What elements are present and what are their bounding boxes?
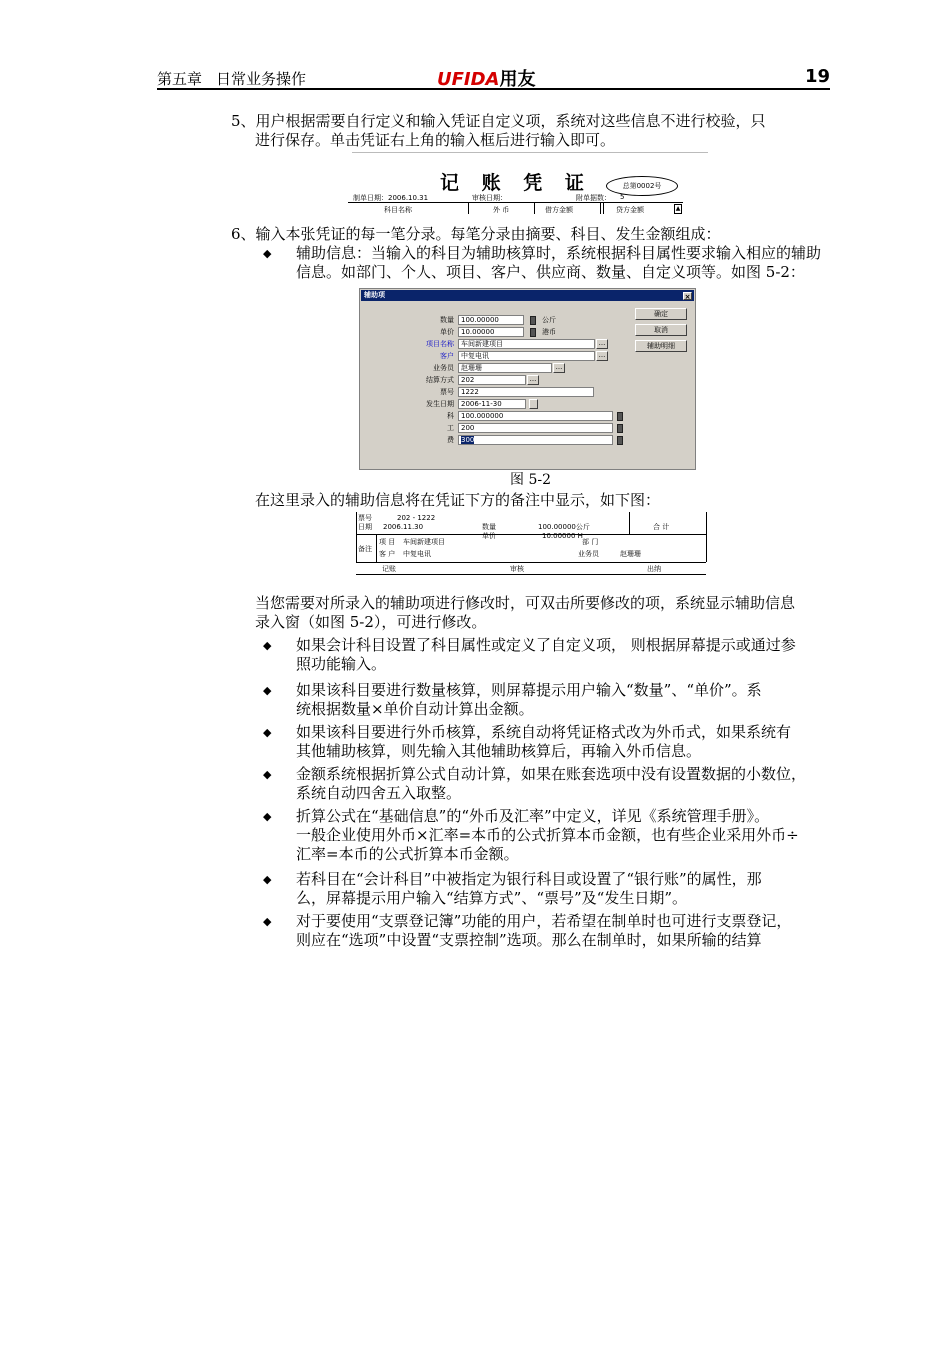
calculator-icon[interactable] — [617, 424, 623, 433]
bullet-icon: ◆ — [263, 639, 272, 652]
bullet-line: 对于要使用“支票登记簿”功能的用户，若希望在制单时也可进行支票登记， — [296, 912, 792, 930]
bullet-line: 则应在“选项”中设置“支票控制”选项。那么在制单时，如果所输的结算 — [296, 931, 762, 949]
fei-selected-text: 300 — [461, 436, 475, 444]
page-header — [157, 62, 830, 90]
qty-label: 数量 — [482, 523, 496, 531]
staff-label: 业务员 — [433, 364, 454, 372]
bullet-line: 系统自动四舍五入取整。 — [296, 784, 462, 802]
qty-unit: 公斤 — [542, 316, 556, 324]
voucher-number-input[interactable]: 总第0002号 — [606, 176, 678, 196]
project-value: 车间新建项目 — [403, 538, 445, 546]
price-input[interactable]: 10.00000 — [458, 327, 524, 337]
bullet-line: 照功能输入。 — [296, 655, 387, 673]
project-label: 项 目 — [379, 538, 396, 546]
col-credit: 贷方金额 — [616, 206, 644, 214]
bullet-icon: ◆ — [263, 726, 272, 739]
col-debit: 借方金额 — [545, 206, 573, 214]
customer-input[interactable]: 中复电讯 — [458, 351, 595, 361]
header-chapter — [157, 68, 320, 89]
ticket-input[interactable]: 1222 — [458, 387, 594, 397]
settle-input[interactable]: 202 — [458, 375, 526, 385]
col-sep — [468, 203, 469, 214]
voucher-attach-value: 5 — [620, 193, 625, 201]
rule — [356, 562, 706, 563]
close-icon[interactable]: × — [684, 293, 691, 301]
ticket-value: 202 - 1222 — [397, 514, 436, 522]
qty-input[interactable]: 100.00000 — [458, 315, 524, 325]
col-currency: 外 币 — [493, 206, 510, 214]
price-value: 10.00000 H — [542, 532, 583, 540]
customer-value: 中复电讯 — [403, 550, 431, 558]
modify-line2: 录入窗（如图 5-2），可进行修改。 — [255, 613, 487, 631]
ok-button[interactable]: 确定 — [635, 308, 687, 320]
bullet-icon: ◆ — [263, 684, 272, 697]
bullet-line: 么，屏幕提示用户输入“结算方式”、“票号”及“发生日期”。 — [296, 889, 688, 907]
rule — [376, 534, 377, 562]
voucher-title: 记 账 凭 证 — [440, 172, 592, 194]
bullet-icon: ◆ — [263, 873, 272, 886]
dialog-title: 辅助项 — [364, 291, 385, 299]
price-label: 单价 — [482, 532, 496, 540]
para6-bullet-line1: 辅助信息：当输入的科目为辅助核算时，系统根据科目属性要求输入相应的辅助 — [296, 244, 822, 262]
staff-browse-button[interactable]: ... — [553, 363, 565, 373]
fei-label: 费 — [447, 436, 454, 444]
logo-cn: 用友 — [499, 69, 536, 90]
customer-label: 客户 — [440, 352, 454, 360]
para6-bullet-line2: 信息。如部门、个人、项目、客户、供应商、数量、自定义项等。如图 5-2： — [296, 263, 805, 281]
scroll-up-icon[interactable]: ▲ — [675, 205, 681, 212]
auxiliary-dialog — [359, 288, 696, 470]
voucher-date: 制单日期：2006.10.31 — [353, 194, 429, 202]
customer-browse-button[interactable]: ... — [596, 351, 608, 361]
customer-label: 客 户 — [379, 550, 396, 558]
bullet-line: 一般企业使用外币×汇率=本币的公式折算本币金额，也有些企业采用外币÷ — [296, 826, 799, 844]
calendar-icon[interactable] — [529, 399, 538, 409]
qty-value: 100.00000公斤 — [538, 523, 590, 531]
para5-line2: 进行保存。单击凭证右上角的输入框后进行输入即可。 — [255, 131, 616, 149]
modify-line1: 当您需要对所录入的辅助项进行修改时，可双击所要修改的项，系统显示辅助信息 — [255, 594, 796, 612]
date-value: 2006.11.30 — [383, 523, 424, 531]
bullet-line: 折算公式在“基础信息”的“外币及汇率”中定义，详见《系统管理手册》。 — [296, 807, 770, 825]
col-subject: 科目名称 — [384, 206, 412, 214]
price-unit: 港币 — [542, 328, 556, 336]
qty-label: 数量 — [440, 316, 454, 324]
voucher-rule — [348, 202, 683, 203]
voucher-review-date: 审核日期： — [472, 194, 507, 202]
ticket-label: 票号 — [358, 514, 372, 522]
bullet-icon: ◆ — [263, 810, 272, 823]
ke-label: 科 — [447, 412, 454, 420]
bullet-line: 若科目在“会计科目”中被指定为银行科目或设置了“银行账”的属性，那 — [296, 870, 762, 888]
note-paragraph: 在这里录入的辅助信息将在凭证下方的备注中显示，如下图： — [255, 491, 661, 509]
gong-label: 工 — [447, 424, 454, 432]
project-browse-button[interactable]: ... — [596, 339, 608, 349]
col-sep — [600, 203, 601, 214]
bullet-line: 统根据数量×单价自动计算出金额。 — [296, 700, 534, 718]
rule — [356, 534, 706, 535]
calculator-icon[interactable] — [530, 316, 536, 325]
project-input[interactable]: 车间新建项目 — [458, 339, 595, 349]
dept-label: 部 门 — [582, 538, 599, 546]
staff-label: 业务员 — [578, 550, 599, 558]
voucher-header-figure — [348, 168, 683, 218]
voucher-footer-figure — [355, 512, 707, 580]
chapter-title: 日常业务操作 — [216, 70, 307, 88]
chapter-number: 第五章 — [157, 70, 203, 88]
staff-value: 赵珊珊 — [620, 550, 641, 558]
total-label: 合 计 — [653, 523, 670, 531]
review-label: 审核 — [510, 565, 524, 573]
dialog-title-bar — [361, 290, 694, 301]
para6-line1: 6、输入本张凭证的每一笔分录。每笔分录由摘要、科目、发生金额组成： — [231, 225, 721, 243]
bullet-icon: ◆ — [263, 247, 272, 260]
bullet-line: 其他辅助核算，则先输入其他辅助核算后，再输入外币信息。 — [296, 742, 702, 760]
staff-input[interactable]: 赵珊珊 — [458, 363, 552, 373]
fei-input[interactable] — [458, 435, 613, 445]
logo-brand: UFIDA — [437, 69, 500, 90]
divider — [352, 152, 708, 153]
settle-label: 结算方式 — [426, 376, 454, 384]
cancel-button[interactable]: 取消 — [635, 324, 687, 336]
date-input[interactable]: 2006-11-30 — [458, 399, 526, 409]
calculator-icon[interactable] — [530, 328, 536, 337]
figure-caption: 图 5-2 — [510, 472, 551, 488]
rule — [356, 574, 706, 575]
settle-browse-button[interactable]: ... — [527, 375, 539, 385]
date-label: 日期 — [358, 523, 372, 531]
aux-detail-button[interactable]: 辅助明细 — [635, 340, 687, 352]
bullet-icon: ◆ — [263, 768, 272, 781]
bullet-icon: ◆ — [263, 915, 272, 928]
rule — [629, 512, 630, 534]
ticket-label: 票号 — [440, 388, 454, 396]
calculator-icon[interactable] — [617, 436, 623, 445]
page-number: 19 — [804, 66, 830, 87]
bookkeep-label: 记账 — [382, 565, 396, 573]
voucher-attach-label: 附单据数： — [576, 194, 611, 202]
cashier-label: 出纳 — [647, 565, 661, 573]
date-label: 发生日期 — [426, 400, 454, 408]
col-sep — [534, 203, 535, 214]
bullet-line: 金额系统根据折算公式自动计算，如果在账套选项中没有设置数据的小数位， — [296, 765, 807, 783]
bullet-line: 汇率=本币的公式折算本币金额。 — [296, 845, 519, 863]
calculator-icon[interactable] — [617, 412, 623, 421]
col-sep — [603, 203, 604, 214]
rule — [356, 512, 357, 562]
para5-line1: 5、用户根据需要自行定义和输入凭证自定义项，系统对这些信息不进行校验，只 — [231, 112, 766, 130]
rule — [706, 512, 707, 562]
project-label: 项目名称 — [426, 340, 454, 348]
gong-input[interactable]: 200 — [458, 423, 613, 433]
ufida-logo — [437, 65, 535, 91]
bullet-line: 如果该科目要进行数量核算，则屏幕提示用户输入“数量”、“单价”。系 — [296, 681, 762, 699]
bullet-line: 如果会计科目设置了科目属性或定义了自定义项， 则根据屏幕提示或通过参 — [296, 636, 796, 654]
bullet-line: 如果该科目要进行外币核算，系统自动将凭证格式改为外币式，如果系统有 — [296, 723, 792, 741]
price-label: 单价 — [440, 328, 454, 336]
remark-label: 备注 — [358, 545, 372, 553]
ke-input[interactable]: 100.000000 — [458, 411, 613, 421]
